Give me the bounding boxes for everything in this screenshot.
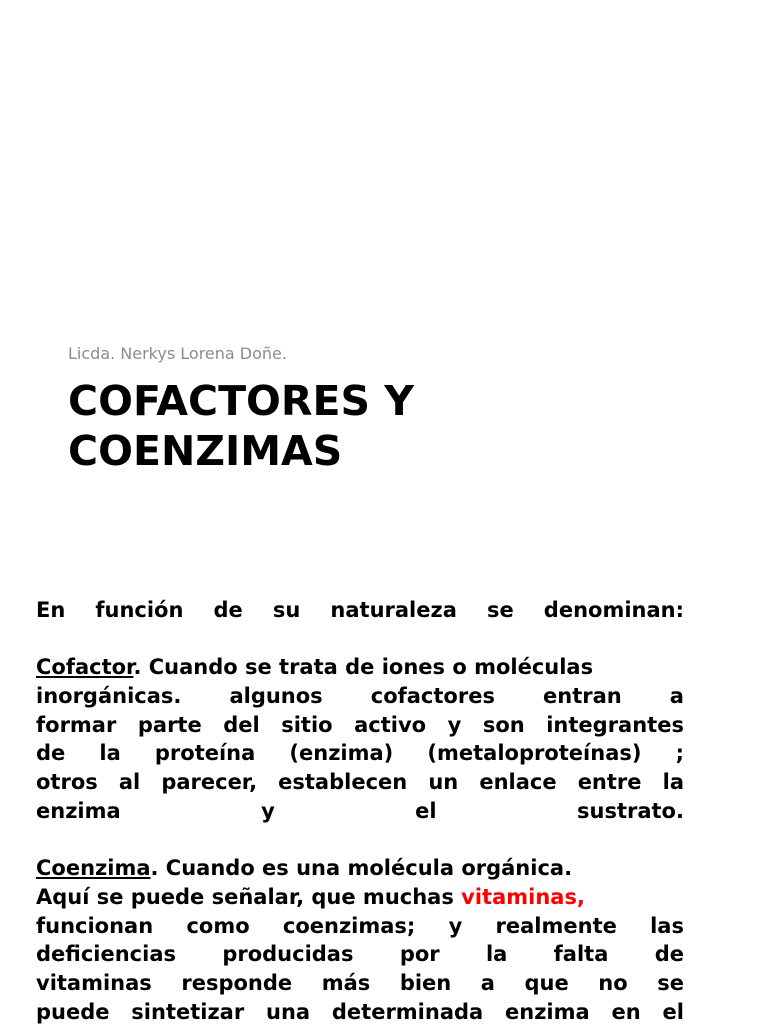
word: bien <box>399 970 452 995</box>
word: inorgánicas. <box>36 684 182 709</box>
word: otros <box>36 770 98 795</box>
word: el <box>662 999 684 1024</box>
word: son <box>482 712 525 737</box>
word: no <box>598 970 628 995</box>
coenzima-line-5 <box>36 969 684 998</box>
coenzima-line-3 <box>36 912 684 941</box>
author-name: Licda. Nerkys Lorena Doñe. <box>68 344 287 363</box>
word: establecen <box>278 770 408 795</box>
coenzima-line-2 <box>36 883 684 912</box>
word: la <box>662 770 684 795</box>
word: se <box>486 598 514 622</box>
word: puede <box>36 999 110 1024</box>
word: En <box>36 598 66 622</box>
coenzima-line-6 <box>36 998 684 1026</box>
word: (enzima) <box>289 741 394 766</box>
word: sintetizar <box>131 999 245 1024</box>
coenzima-line-1-text: . Cuando es una molécula orgánica. <box>150 856 573 881</box>
coenzima-term <box>36 854 572 883</box>
word: que <box>524 970 569 995</box>
word: enlace <box>479 770 557 795</box>
coenzima-line-2-text: Aquí se puede señalar, que muchas <box>36 884 462 909</box>
word: en <box>611 999 641 1024</box>
word: producidas <box>222 942 354 967</box>
word: la <box>99 741 121 766</box>
word: parte <box>137 712 202 737</box>
word: a <box>669 684 684 709</box>
word: naturaleza <box>330 598 457 622</box>
word: cofactores <box>370 684 495 709</box>
word: algunos <box>229 684 323 709</box>
title-line-2: COENZIMAS <box>68 427 343 475</box>
word: funcionan <box>36 913 154 938</box>
word: su <box>272 598 301 622</box>
word: vitaminas <box>36 970 152 995</box>
cofactor-line-1 <box>36 653 684 682</box>
word: y <box>448 913 463 938</box>
word: a <box>480 970 495 995</box>
coenzima-line-1 <box>36 854 684 883</box>
word: proteína <box>154 741 256 766</box>
paragraph-spacer <box>36 625 684 654</box>
paragraph-spacer <box>36 826 684 855</box>
coenzima-term-label: Coenzima <box>36 856 151 881</box>
word: denominan: <box>543 598 684 622</box>
word: al <box>118 770 141 795</box>
word: responde <box>181 970 293 995</box>
word: el <box>415 798 437 823</box>
body-text <box>36 596 684 1026</box>
word: función <box>95 598 184 622</box>
word: sitio <box>281 712 333 737</box>
word: realmente <box>495 913 617 938</box>
page-title <box>68 376 414 476</box>
word: las <box>650 913 684 938</box>
word: una <box>266 999 311 1024</box>
cofactor-line-5 <box>36 768 684 797</box>
word: enzima <box>36 798 121 823</box>
word: formar <box>36 712 117 737</box>
cofactor-line-4 <box>36 739 684 768</box>
word: (metaloproteínas) <box>427 741 642 766</box>
word: por <box>399 942 440 967</box>
word: la <box>485 942 508 967</box>
vitaminas-highlight: vitaminas, <box>461 884 585 909</box>
word: falta <box>553 942 609 967</box>
word: más <box>321 970 371 995</box>
word: activo <box>354 712 427 737</box>
word: deficiencias <box>36 942 176 967</box>
title-line-1: COFACTORES Y <box>68 377 414 425</box>
cofactor-line-1-text: . Cuando se trata de iones o moléculas <box>133 655 594 680</box>
word: sustrato. <box>577 798 684 823</box>
coenzima-line-2-words <box>36 883 585 912</box>
cofactor-term <box>36 653 593 682</box>
coenzima-line-4 <box>36 940 684 969</box>
word: de <box>213 598 243 622</box>
cofactor-line-6 <box>36 797 684 826</box>
word: ; <box>675 741 684 766</box>
cofactor-line-2 <box>36 682 684 711</box>
word: como <box>186 913 250 938</box>
word: entre <box>577 770 642 795</box>
word: enzima <box>505 999 590 1024</box>
cofactor-line-3 <box>36 711 684 740</box>
word: un <box>428 770 459 795</box>
word: coenzimas; <box>282 913 416 938</box>
word: de <box>654 942 684 967</box>
word: del <box>223 712 260 737</box>
word: y <box>261 798 275 823</box>
word: y <box>447 712 462 737</box>
word: determinada <box>331 999 484 1024</box>
word: entran <box>543 684 622 709</box>
word: de <box>36 741 66 766</box>
word: parecer, <box>161 770 258 795</box>
cofactor-term-label: Cofactor <box>36 655 134 680</box>
word: se <box>657 970 684 995</box>
word: integrantes <box>546 712 684 737</box>
intro-line <box>36 596 684 625</box>
